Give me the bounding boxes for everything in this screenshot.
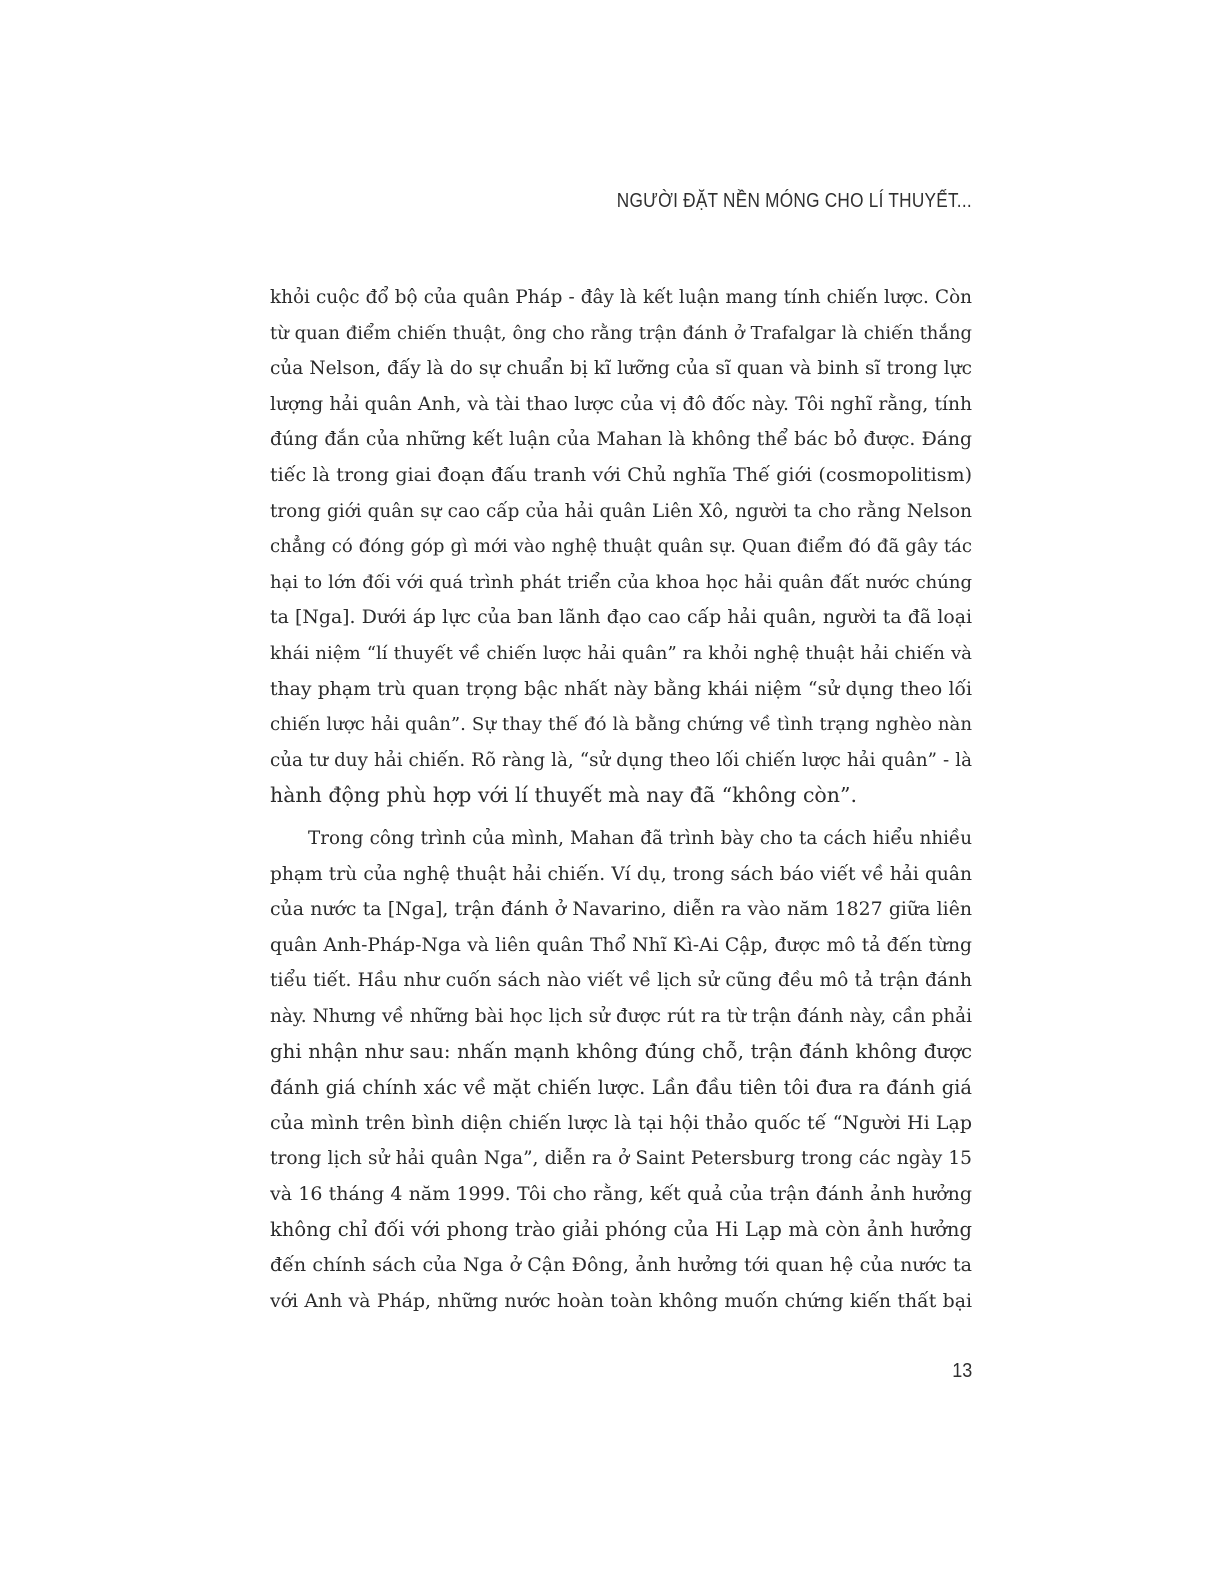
- text-line: của nước ta [Nga], trận đánh ở Navarino, diễn ra vào năm 1827 giữa liên: [270, 898, 972, 921]
- text-line: từ quan điểm chiến thuật, ông cho rằng trận đánh ở Trafalgar là chiến thắng: [270, 322, 972, 344]
- text-line: ghi nhận như sau: nhấn mạnh không đúng chỗ, trận đánh không được: [270, 1040, 972, 1064]
- running-header: NGƯỜI ĐẶT NỀN MÓNG CHO LÍ THUYẾT...: [616, 190, 972, 212]
- text-line: của mình trên bình diện chiến lược là tại hội thảo quốc tế “Người Hi Lạp: [270, 1111, 972, 1134]
- text-line: chiến lược hải quân”. Sự thay thế đó là bằng chứng về tình trạng nghèo nàn: [270, 714, 972, 736]
- text-line: khỏi cuộc đổ bộ của quân Pháp - đây là kết luận mang tính chiến lược. Còn: [270, 287, 972, 308]
- text-line: và 16 tháng 4 năm 1999. Tôi cho rằng, kết quả của trận đánh ảnh hưởng: [270, 1182, 972, 1205]
- paragraph-1: [270, 280, 972, 814]
- text-line: của Nelson, đấy là do sự chuẩn bị kĩ lưỡng của sĩ quan và binh sĩ trong lực: [270, 358, 972, 380]
- body-text: [270, 280, 972, 1319]
- text-line: trong lịch sử hải quân Nga”, diễn ra ở Saint Petersburg trong các ngày 15: [270, 1148, 972, 1170]
- text-line: đến chính sách của Nga ở Cận Đông, ảnh hưởng tới quan hệ của nước ta: [270, 1254, 972, 1277]
- text-line: đúng đắn của những kết luận của Mahan là không thể bác bỏ được. Đáng: [270, 429, 972, 451]
- text-line: phạm trù của nghệ thuật hải chiến. Ví dụ, trong sách báo viết về hải quân: [270, 863, 972, 885]
- text-line: hành động phù hợp với lí thuyết mà nay đã “không còn”.: [270, 783, 857, 808]
- text-line: ta [Nga]. Dưới áp lực của ban lãnh đạo cao cấp hải quân, người ta đã loại: [270, 607, 972, 629]
- text-line: hại to lớn đối với quá trình phát triển của khoa học hải quân đất nước chúng: [270, 571, 972, 593]
- text-line: không chỉ đối với phong trào giải phóng của Hi Lạp mà còn ảnh hưởng: [270, 1218, 972, 1242]
- text-line: của tư duy hải chiến. Rõ ràng là, “sử dụng theo lối chiến lược hải quân” - là: [270, 749, 972, 771]
- text-line: khái niệm “lí thuyết về chiến lược hải quân” ra khỏi nghệ thuật hải chiến và: [270, 642, 972, 664]
- text-line: với Anh và Pháp, những nước hoàn toàn không muốn chứng kiến thất bại: [270, 1289, 972, 1312]
- text-line: chẳng có đóng góp gì mới vào nghệ thuật quân sự. Quan điểm đó đã gây tác: [270, 536, 972, 558]
- text-line: tiếc là trong giai đoạn đấu tranh với Chủ nghĩa Thế giới (cosmopolitism): [270, 463, 972, 486]
- text-line: lượng hải quân Anh, và tài thao lược của vị đô đốc này. Tôi nghĩ rằng, tính: [270, 393, 972, 415]
- text-line: đánh giá chính xác về mặt chiến lược. Lần đầu tiên tôi đưa ra đánh giá: [270, 1076, 972, 1100]
- paragraph-2: [270, 821, 972, 1319]
- text-line: thay phạm trù quan trọng bậc nhất này bằng khái niệm “sử dụng theo lối: [270, 678, 972, 700]
- page-number: 13: [951, 1360, 972, 1382]
- text-line: quân Anh-Pháp-Nga và liên quân Thổ Nhĩ Kì-Ai Cập, được mô tả đến từng: [270, 934, 972, 956]
- text-line: tiểu tiết. Hầu như cuốn sách nào viết về lịch sử cũng đều mô tả trận đánh: [270, 970, 972, 992]
- text-line: Trong công trình của mình, Mahan đã trình bày cho ta cách hiểu nhiều: [308, 827, 972, 849]
- text-line: này. Nhưng về những bài học lịch sử được rút ra từ trận đánh này, cần phải: [270, 1005, 972, 1027]
- text-line: trong giới quân sự cao cấp của hải quân Liên Xô, người ta cho rằng Nelson: [270, 500, 972, 522]
